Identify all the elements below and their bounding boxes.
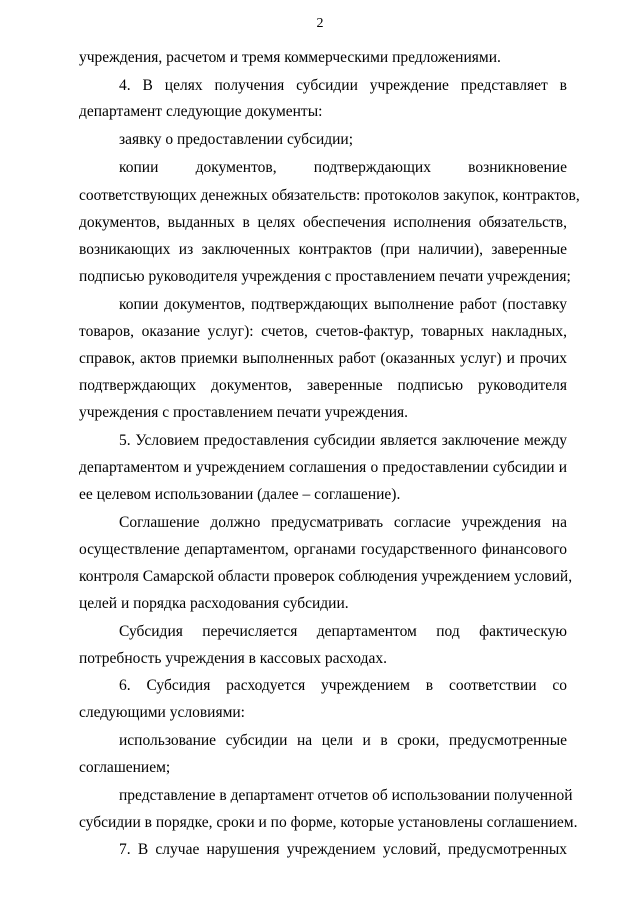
- text-line: представление в департамент отчетов об использовании полученной: [119, 787, 573, 804]
- text-line: целей и порядка расходования субсидии.: [79, 595, 349, 612]
- text-line: документов, выданных в целях обеспечения исполнения обязательств,: [79, 214, 567, 231]
- text-line: справок, актов приемки выполненных работ (оказанных услуг) и прочих: [79, 350, 567, 367]
- text-line: учреждения, расчетом и тремя коммерческими предложениями.: [79, 49, 501, 66]
- text-line: возникающих из заключенных контрактов (при наличии), заверенные: [79, 241, 567, 258]
- text-line: использование субсидии на цели и в сроки, предусмотренные: [119, 732, 567, 749]
- text-line: 5. Условием предоставления субсидии является заключение между: [119, 432, 567, 449]
- text-line: заявку о предоставлении субсидии;: [119, 131, 354, 148]
- text-line: субсидии в порядке, сроки и по форме, которые установлены соглашением.: [79, 814, 578, 831]
- text-line: осуществление департаментом, органами государственного финансового: [79, 541, 567, 558]
- text-line: товаров, оказание услуг): счетов, счетов-фактур, товарных накладных,: [79, 323, 567, 340]
- text-line: копии документов, подтверждающих возникновение: [119, 159, 567, 176]
- text-line: департамент следующие документы:: [79, 103, 323, 120]
- text-line: копии документов, подтверждающих выполнение работ (поставку: [119, 296, 567, 313]
- text-line: подтверждающих документов, заверенные подписью руководителя: [79, 377, 567, 394]
- text-line: 4. В целях получения субсидии учреждение представляет в: [119, 77, 567, 94]
- text-line: соглашением;: [79, 759, 171, 776]
- text-line: контроля Самарской области проверок соблюдения учреждением условий,: [79, 568, 573, 585]
- text-line: подписью руководителя учреждения с проставлением печати учреждения;: [79, 268, 571, 285]
- text-line: потребность учреждения в кассовых расходах.: [79, 650, 387, 667]
- page-number: 2: [316, 16, 324, 31]
- text-line: соответствующих денежных обязательств: протоколов закупок, контрактов,: [79, 187, 580, 204]
- text-line: 6. Субсидия расходуется учреждением в соответствии со: [119, 677, 567, 694]
- text-line: 7. В случае нарушения учреждением условий, предусмотренных: [119, 841, 567, 858]
- text-line: ее целевом использовании (далее – соглашение).: [79, 486, 401, 503]
- text-line: следующими условиями:: [79, 704, 245, 721]
- text-line: учреждения с проставлением печати учреждения.: [79, 404, 409, 421]
- text-line: Субсидия перечисляется департаментом под фактическую: [119, 623, 567, 640]
- text-line: Соглашение должно предусматривать согласие учреждения на: [119, 514, 567, 531]
- text-line: департаментом и учреждением соглашения о предоставлении субсидии и: [79, 459, 567, 476]
